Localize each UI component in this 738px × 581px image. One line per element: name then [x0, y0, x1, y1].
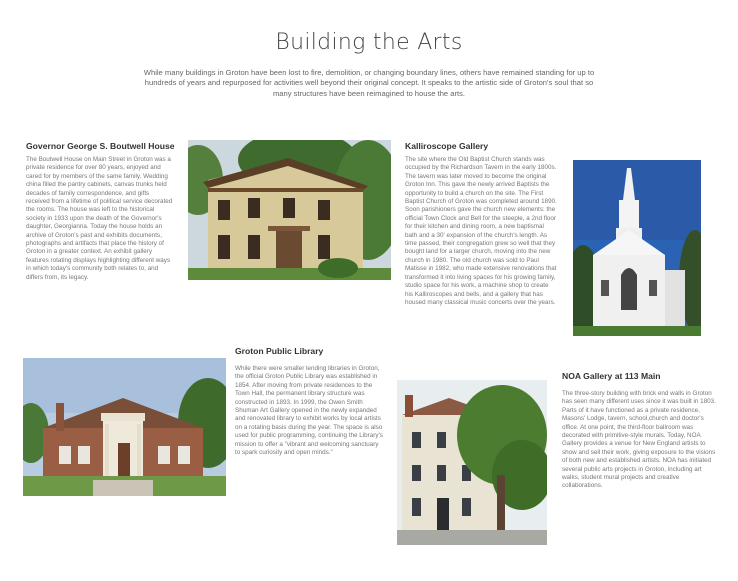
library-heading: Groton Public Library — [235, 346, 324, 356]
kalliroscope-heading: Kalliroscope Gallery — [405, 141, 489, 151]
church-photo — [573, 160, 701, 336]
boutwell-body: The Boutwell House on Main Street in Groton was a private residence for over 80 years, enjoyed and cared for by members of the same family. Wedding china filled the pantry cabinets, canvas trunks held decades of family correspondence, and gifts received from a lifetime of political service decorated the rooms. The house was left to the historical society in 1933 upon the death of the Governor's daughter, Georgianna. Today the house holds an archive of Groton's past and exhibits documents, photographs and artifacts that place the history of Groton in a greater context. An exhibit gallery features rotating displays highlighting different ways in which today's community both relates to, and differs from, its legacy. — [26, 156, 173, 281]
noa-body: The three-story building with brick end walls in Groton has seen many different uses since it was built in 1803. Parts of it have functioned as a private residence, Masons' Lodge, tavern, school,church and doctor's office. At one point, the third-floor ballroom was decorated with primitive-style murals. Today, NOA Gallery provides a venue for New England artists to show and sell their work, giving exposure to the visions of both new and established artists. NOA has initiated several public arts projects in Groton, including art walks, student mural projects and creative collaborations. — [562, 390, 716, 490]
page-title: Building the Arts — [275, 30, 463, 55]
boutwell-house-photo — [188, 140, 391, 280]
library-photo — [23, 358, 226, 496]
kalliroscope-body: The site where the Old Baptist Church stands was occupied by the Richardson Tavern in the early 1800s. The tavern was later moved to become the original Groton Inn. This gave the newly arrived Baptists the opportunity to build a church on the site. The First Baptist Church of Groton was completed around 1890. Soon parishioners gave the church new elements: the official Town Clock and Bell for the steeple, a 2nd floor for their kitchen and dining room, a new baptismal bath and a 30' expansion of the church's length. As time passed, their congregation grew so well that they bought land for a larger church, moving into the new church in 1980. The old church was sold to Paul Matisse in 1982, who made extensive renovations that transformed it into living spaces for his growing family, studio space for his work, a machine shop to create his Kalliroscopes and bells, and a gallery that has housed many classical music concerts over the years. — [405, 156, 557, 306]
library-body: While there were smaller lending libraries in Groton, the official Groton Public Library was established in 1854. After moving from private residences to the Town Hall, the permanent library structure was constructed in 1893. In 1999, the Owen Smith Shuman Art Gallery opened in the newly expanded and renovated library to exhibit works by local artists on a rotating basis during the year. The space is also used for public programming, continuing the Library's mission to offer a "vibrant and welcoming sanctuary to spark curiosity and open minds." — [235, 365, 383, 457]
boutwell-heading: Governor George S. Boutwell House — [26, 141, 175, 151]
noa-heading: NOA Gallery at 113 Main — [562, 371, 661, 381]
intro-paragraph: While many buildings in Groton have been lost to fire, demolition, or changing boundary lines, others have remained standing for up to hundreds of years and repurposed for activities well beyond their original concept. It speaks to the artistic side of Groton's soul that so many structures have been reimagined to house the arts. — [143, 68, 595, 98]
noa-building-photo — [397, 380, 547, 545]
